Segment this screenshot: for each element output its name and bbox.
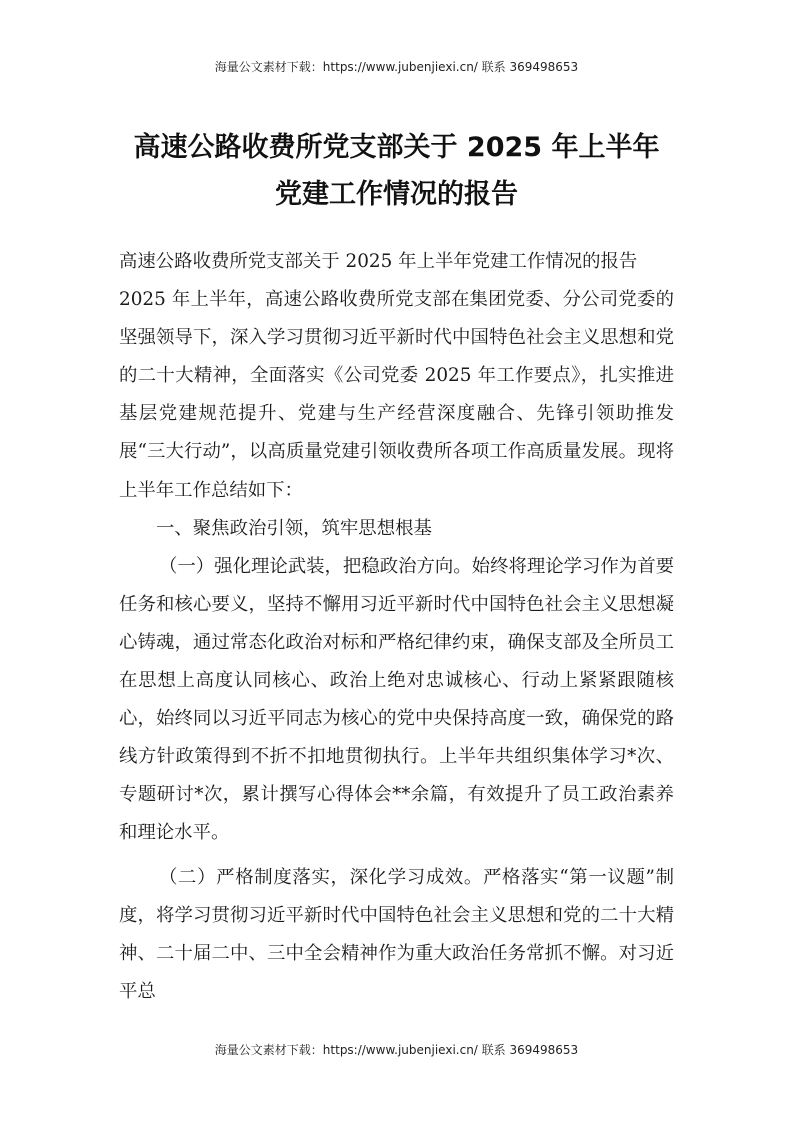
paragraph-1-2: （二）严格制度落实，深化学习成效。严格落实“第一议题”制度，将学习贯彻习近平新时代中国特色社会主义思想和党的二十大精神、二十届二中、三中全会精神作为重大政治任务常抓不懈。对习近平总 — [119, 866, 674, 1002]
page-footer: 海量公文素材下载：https://www.jubenjiexi.cn/ 联系 369498653 — [214, 1043, 579, 1057]
title-line-2: 党建工作情况的报告 — [275, 179, 518, 210]
document-body — [119, 243, 674, 1011]
paragraph-heading-repeat: 高速公路收费所党支部关于 2025 年上半年党建工作情况的报告 — [119, 251, 638, 272]
paragraph-intro: 2025 年上半年，高速公路收费所党支部在集团党委、分公司党委的坚强领导下，深入学习贯彻习近平新时代中国特色社会主义思想和党的二十大精神，全面落实《公司党委 2025 年工作要点》，扎实推进基层党建规范提升、党建与生产经营深度融合、先锋引领助推发展“三大行动”，以高质量党建引领收费所各项工作高质量发展。现将上半年工作总结如下： — [119, 289, 674, 501]
paragraph-1-1: （一）强化理论武装，把稳政治方向。始终将理论学习作为首要任务和核心要义，坚持不懈用习近平新时代中国特色社会主义思想凝心铸魂，通过常态化政治对标和严格纪律约束，确保支部及全所员工在思想上高度认同核心、政治上绝对忠诚核心、行动上紧紧跟随核心，始终同以习近平同志为核心的党中央保持高度一致，确保党的路线方针政策得到不折不扣地贯彻执行。上半年共组织集体学习*次、专题研讨*次，累计撰写心得体会**余篇，有效提升了员工政治素养和理论水平。 — [119, 555, 674, 844]
page-header: 海量公文素材下载：https://www.jubenjiexi.cn/ 联系 369498653 — [214, 60, 579, 74]
section-heading-1: 一、聚焦政治引领，筑牢思想根基 — [156, 517, 432, 539]
title-line-1: 高速公路收费所党支部关于 2025 年上半年 — [133, 132, 660, 163]
document-title — [100, 124, 693, 218]
